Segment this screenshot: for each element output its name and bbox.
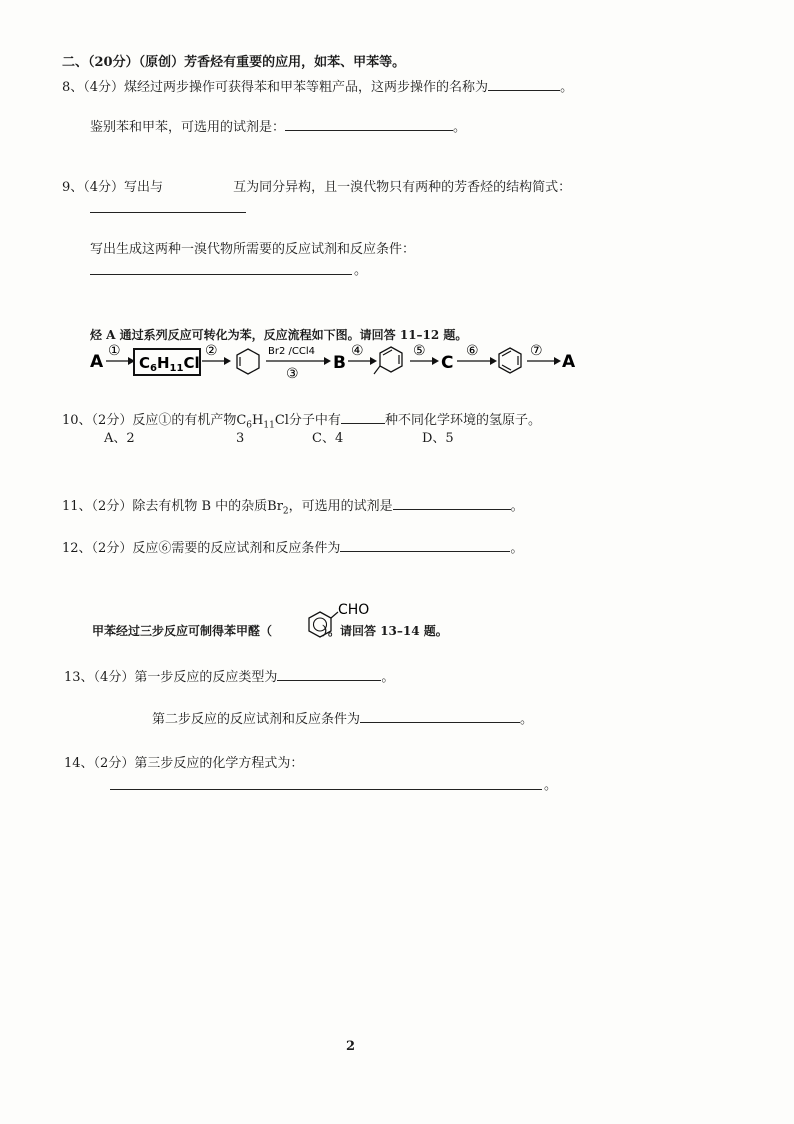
scheme-2-text-b: ）。请回答 13–14 题。 (322, 624, 448, 638)
question-13-end-2: 。 (520, 712, 534, 727)
question-10-option-d[interactable]: D、5 (422, 431, 454, 446)
reagent-br2-ccl4: Br2 /CCl4 (268, 346, 315, 357)
step-4-label: ④ (351, 343, 364, 359)
question-9-text-a: （4分）写出与 (83, 180, 164, 195)
question-14-end: 。 (544, 778, 558, 793)
scheme-2-intro (92, 622, 448, 640)
question-8-text-2: 鉴别苯和甲苯，可选用的试剂是： (90, 120, 286, 135)
question-9-text-2: 写出生成这两种一溴代物所需要的反应试剂和反应条件： (90, 242, 416, 257)
page-number: 2 (346, 1039, 356, 1054)
step-7-label: ⑦ (530, 343, 543, 359)
question-9-end-2: 。 (354, 263, 368, 278)
question-13-answer-blank-1[interactable] (277, 667, 381, 681)
question-10-line-1 (62, 410, 541, 430)
question-10-option-b[interactable]: 3 (236, 431, 245, 446)
aromatic-circle (314, 618, 327, 631)
step-5-label: ⑤ (413, 343, 426, 359)
question-13-end-1: 。 (381, 670, 395, 685)
question-10-answer-blank[interactable] (341, 410, 385, 424)
question-14-line (64, 755, 303, 773)
question-11-end: 。 (510, 499, 524, 514)
arrow-head-2 (224, 357, 231, 365)
arrow-head-4 (370, 357, 377, 365)
question-12-number: 12、 (62, 541, 92, 556)
question-8-answer-blank-1[interactable] (488, 77, 560, 91)
question-14-text: （2分）第三步反应的化学方程式为： (93, 756, 304, 771)
question-10-option-a[interactable]: A、2 (104, 431, 135, 446)
question-11-br2: $Br_2$ (267, 499, 289, 517)
cho-group-label: CHO (338, 602, 370, 618)
question-11-text: （2分）除去有机物 B 中的杂质 (91, 499, 268, 514)
question-12-end: 。 (510, 541, 524, 556)
question-12-line (62, 538, 523, 558)
question-12-answer-blank[interactable] (340, 538, 510, 552)
scheme-1-reactant-a: A (90, 352, 104, 372)
question-13-line-1 (64, 667, 394, 687)
question-8-answer-blank-2[interactable] (285, 117, 453, 131)
question-11-line (62, 496, 524, 516)
question-8-text: （4分）煤经过两步操作可获得苯和甲苯等粗产品，这两步操作的名称为 (83, 80, 489, 95)
benzaldehyde-structure (300, 598, 380, 642)
question-9-text-b: 互为同分异构，且一溴代物只有两种的芳香烃的结构简式： (233, 180, 572, 195)
question-8-line-2 (90, 117, 466, 137)
question-9-answer-blank-1[interactable] (90, 212, 246, 213)
question-10-text-b: 分子中有 (288, 413, 341, 428)
question-11-text-2: ，可选用的试剂是 (288, 499, 393, 514)
question-10-options (104, 430, 454, 448)
question-8-end-1: 。 (560, 80, 574, 95)
question-9-line-1 (62, 179, 571, 197)
step-3-label: ③ (286, 366, 299, 382)
arrow-head-3 (324, 357, 331, 365)
question-10-option-c[interactable]: C、4 (312, 431, 344, 446)
step-1-label: ① (108, 343, 121, 359)
question-13-answer-blank-2[interactable] (360, 709, 520, 723)
question-8-line-1 (62, 77, 573, 97)
arrow-head-5 (432, 357, 439, 365)
question-10-number: 10、 (62, 413, 92, 428)
scheme-1-product-a: A (562, 352, 576, 372)
cho-bond (331, 612, 338, 618)
question-12-text: （2分）反应⑥需要的反应试剂和反应条件为 (91, 541, 341, 556)
question-14-answer-blank[interactable] (110, 789, 542, 790)
question-11-answer-blank[interactable] (393, 496, 511, 510)
question-8-number: 8、 (62, 80, 84, 95)
question-11-number: 11、 (62, 499, 92, 514)
step-2-label: ② (205, 343, 218, 359)
section-title: 二、（20分）（原创）芳香烃有重要的应用，如苯、甲苯等。 (62, 55, 406, 70)
arrow-head-7 (554, 357, 561, 365)
step-6-label: ⑥ (466, 343, 479, 359)
scheme-1-intro: 烃 A 通过系列反应可转化为苯，反应流程如下图。请回答 11–12 题。 (90, 328, 468, 342)
question-9-answer-blank-2[interactable] (90, 274, 352, 275)
arrow-head-6 (490, 357, 497, 365)
reaction-scheme-1 (88, 340, 578, 382)
question-8-end-2: 。 (453, 120, 467, 135)
question-13-text-2: 第二步反应的反应试剂和反应条件为 (152, 712, 361, 727)
question-10-text-a: （2分）反应①的有机产物 (91, 413, 237, 428)
question-13-number: 13、 (64, 670, 94, 685)
question-10-text-c: 种不同化学环境的氢原子。 (384, 413, 541, 428)
benzaldehyde-ring (309, 612, 331, 637)
question-13-text-1: （4分）第一步反应的反应类型为 (93, 670, 278, 685)
question-14-number: 14、 (64, 756, 94, 771)
c6h11cl-formula: $C_6H_{11}Cl$ (139, 354, 200, 374)
scheme-1-intermediate-c: C (441, 353, 454, 373)
scheme-2-text-a: 甲苯经过三步反应可制得苯甲醛（ (92, 624, 273, 638)
scheme-1-intermediate-b: B (333, 353, 346, 373)
methyl-group (374, 366, 380, 374)
question-9-number: 9、 (62, 180, 84, 195)
question-13-line-2 (152, 709, 533, 729)
question-10-formula: $C_6H_{11}Cl$ (236, 413, 289, 431)
